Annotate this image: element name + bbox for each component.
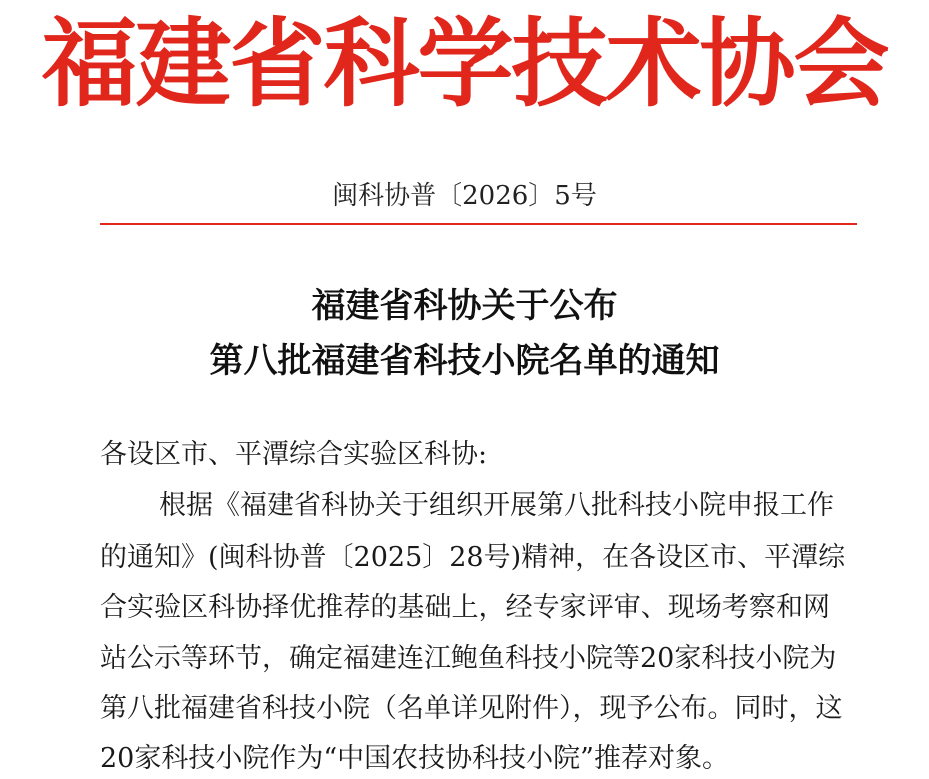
body-paragraph-line: 合实验区科协择优推荐的基础上，经专家评审、现场考察和网 — [100, 592, 830, 623]
body-paragraph-line: 20家科技小院作为“中国农技协科技小院”推荐对象。 — [100, 743, 729, 774]
body-paragraph-line: 站公示等环节，确定福建连江鲍鱼科技小院等20家科技小院为 — [100, 643, 837, 674]
document-title-line-1: 福建省科协关于公布 — [311, 286, 618, 326]
body-paragraph-line: 的通知》(闽科协普〔2025〕28号)精神，在各设区市、平潭综 — [100, 542, 846, 573]
body-paragraph-line: 根据《福建省科协关于组织开展第八批科技小院申报工作 — [159, 490, 834, 521]
document-title-line-2: 第八批福建省科技小院名单的通知 — [209, 341, 720, 381]
document-number: 闽科协普〔2026〕5号 — [332, 181, 597, 211]
salutation: 各设区市、平潭综合实验区科协: — [100, 439, 488, 470]
body-paragraph-line: 第八批福建省科技小院（名单详见附件），现予公布。同时，这 — [100, 693, 843, 724]
letterhead-divider — [100, 223, 857, 225]
organization-letterhead: 福建省科学技术协会 — [41, 7, 888, 120]
